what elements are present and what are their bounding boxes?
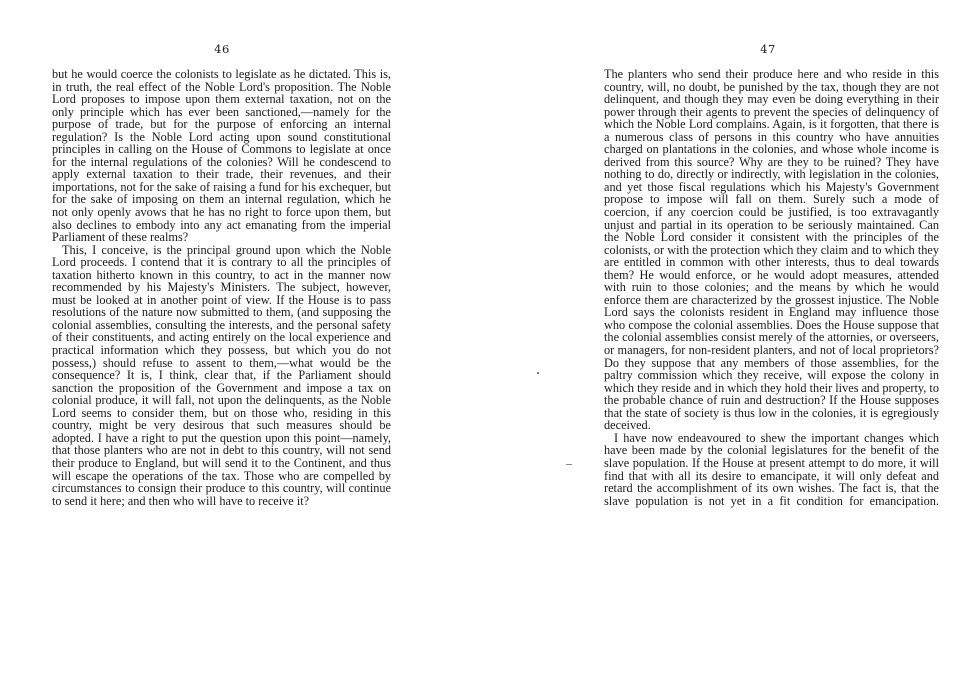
scan-speck	[537, 372, 539, 374]
body-text	[52, 68, 391, 507]
scan-speck	[566, 464, 572, 465]
paragraph: The planters who send their produce here and who reside in this country, will, no doubt, be punished by the tax, though they are not delinquent, and though they may even be doing everything in their power through their agents to prevent the species of delinquency of which the Noble Lord complains. Again, is it forgotten, that there is a numerous class of persons in this country who have annuities charged on plantations in the colonies, and whose whole income is derived from this source? Why are they to be ruined? They have nothing to do, directly or indirectly, with legislation in the colonies, and yet those fiscal regulations which his Majesty's Government propose to impose will fall on them. Surely such a mode of coercion, if any coercion could be justified, is too extravagantly unjust and partial in its operation to be seriously maintained. Can the Noble Lord consider it consistent with the principles of the colonists, or with the protection which they claim and to which they are entitled in common with other interests, thus to deal towards them? He would enforce, or he would adopt measures, attended with ruin to those colonies; and the means by which he would enforce them are characterized by the grossest injustice. The Noble Lord says the colonists resident in England may influence those who compose the colonial assemblies. Does the House suppose that the colonial assemblies consist merely of the attornies, or overseers, or managers, for non-resident planters, and not of local proprietors? Do they suppose that any members of those assemblies, for the paltry commission which they receive, will expose the colony in which they reside and in which they hold their lives and property, to the probable chance of ruin and destruction? If the House supposes that the state of society is thus low in the colonies, it is egregiously deceived.	[604, 67, 939, 433]
paragraph: but he would coerce the colonists to legislate as he dictated. This is, in truth, the real effect of the Noble Lord's proposition. The Noble Lord proposes to impose upon them external taxation, not on the only principle which has ever been sanctioned,—namely for the purpose of trade, but for the purpose of enforcing an internal regulation? Is the Noble Lord acting upon sound constitutional principles in calling on the House of Commons to legislate at once for the internal regulations of the colonies? Will he condescend to apply external taxation to their trade, their revenues, and their importations, not for the sake of raising a fund for his exchequer, but for the sake of imposing on them an internal regulation, which he not only openly avows that he has no right to force upon them, but also declines to embody into any act emanating from the imperial Parliament of these realms?	[52, 67, 391, 245]
body-text	[604, 68, 939, 507]
page-number: 46	[214, 42, 230, 56]
paragraph: I have now endeavoured to shew the important changes which have been made by the colonial legislatures for the benefit of the slave population. If the House at present attempt to do more, it will find that with all its desire to emancipate, it will only defeat and retard the accomplishment of its own wishes. The fact is, that the slave population is not yet in a fit condition for emancipation.	[604, 430, 939, 508]
paragraph: This, I conceive, is the principal ground upon which the Noble Lord proceeds. I contend that it is contrary to all the principles of taxation hitherto known in this country, to act in the manner now recommended by his Majesty's Ministers. The subject, however, must be looked at in another point of view. If the House is to pass resolutions of the nature now submitted to them, (and supposing the colonial assemblies, consulting the interests, and the personal safety of their constituents, and acting entirely on the local experience and practical information which they possess, but which you do not possess,) should refuse to assent to them,—what would be the consequence? It is, I think, clear that, if the Parliament should sanction the proposition of the Government and impose a tax on colonial produce, it will fall, not upon the delinquents, as the Noble Lord seems to consider them, but on those who, residing in this country, might be very desirous that such measures should be adopted. I have a right to put the question upon this point—namely, that those planters who are not in debt to this country, will not send their produce to England, but will send it to the Continent, and thus will escape the operations of the tax. Those who are compelled by circumstances to consign their produce to this country, will continue to send it here; and then who will have to receive it?	[52, 242, 391, 508]
page-number: 47	[760, 42, 776, 56]
right-page	[490, 0, 980, 680]
